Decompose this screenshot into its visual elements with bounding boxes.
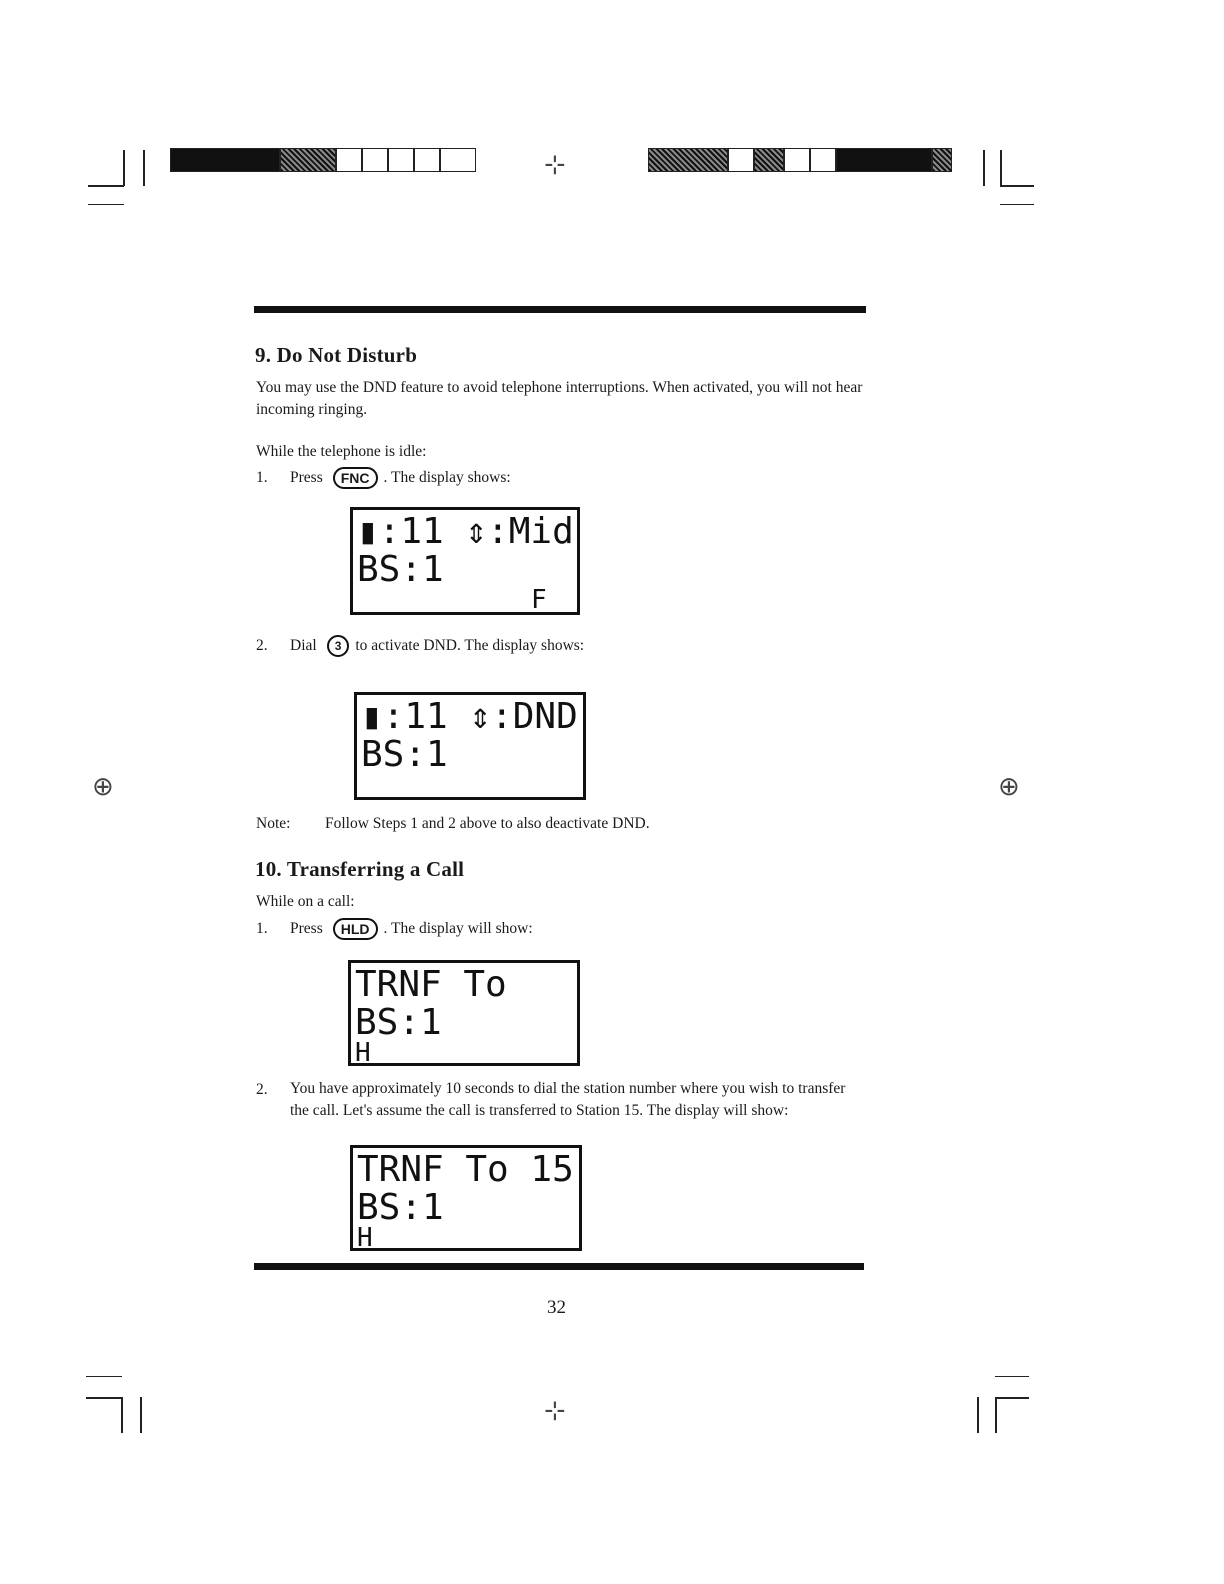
crop-mark xyxy=(123,150,125,186)
lcd-line-2: BS:1 xyxy=(355,1002,442,1043)
crop-mark xyxy=(88,185,124,187)
dnd-step1 xyxy=(290,467,511,489)
dnd-intro: You may use the DND feature to avoid telephone interruptions. When activated, you will not hear incoming ringing. xyxy=(256,379,863,418)
dnd-step1-number: 1. xyxy=(256,469,268,486)
lcd-line-1: ▮:11 ⇕:Mid xyxy=(357,511,574,552)
registration-bar-left xyxy=(170,148,476,174)
lcd-line-2: BS:1 xyxy=(357,1187,444,1228)
bottom-rule xyxy=(254,1263,864,1270)
registration-cross-icon: ⊕ xyxy=(998,772,1020,802)
crop-mark xyxy=(977,1397,979,1433)
dnd-step1-after: . The display shows: xyxy=(383,469,511,486)
lcd-line-3: H xyxy=(355,1038,371,1068)
transfer-step2-number: 2. xyxy=(256,1081,268,1098)
dnd-step2-before: Dial xyxy=(290,637,317,654)
transfer-step1-before: Press xyxy=(290,920,323,937)
section-heading-dnd: 9. Do Not Disturb xyxy=(255,343,418,367)
crop-mark xyxy=(1000,204,1034,205)
registration-cross-icon: ⊕ xyxy=(92,772,114,802)
crop-mark xyxy=(1000,150,1002,186)
dnd-step2-number: 2. xyxy=(256,637,268,654)
dial-3-key-icon: 3 xyxy=(327,635,350,657)
crop-mark xyxy=(983,150,985,186)
crop-mark xyxy=(86,1376,122,1377)
fnc-key-icon: FNC xyxy=(333,467,378,489)
note-text: Follow Steps 1 and 2 above to also deactivate DND. xyxy=(325,815,650,832)
top-rule xyxy=(254,306,866,313)
lcd-display-trnf-15 xyxy=(350,1145,582,1251)
registration-cross-icon: ⊹ xyxy=(544,1396,566,1426)
lcd-line-2: BS:1 xyxy=(357,549,444,590)
dnd-step2 xyxy=(290,635,584,657)
dnd-step1-before: Press xyxy=(290,469,323,486)
lcd-line-1: ▮:11 ⇕:DND xyxy=(361,696,578,737)
registration-bar-right xyxy=(648,148,952,174)
note-label: Note: xyxy=(256,815,291,832)
lcd-display-dnd xyxy=(354,692,586,800)
lcd-line-1: TRNF To 15 xyxy=(357,1149,574,1190)
lcd-line-3: F xyxy=(531,585,547,615)
transfer-condition: While on a call: xyxy=(256,893,355,910)
transfer-step1-after: . The display will show: xyxy=(383,920,533,937)
transfer-step2-text: You have approximately 10 seconds to dial the station number where you wish to transfer the call. Let's assume the call is transferred to Station 15. The display will show: xyxy=(290,1080,846,1119)
transfer-step1-number: 1. xyxy=(256,920,268,937)
crop-mark xyxy=(143,150,145,186)
hld-key-icon: HLD xyxy=(333,918,378,940)
crop-mark xyxy=(995,1397,1029,1399)
crop-mark xyxy=(88,204,124,205)
lcd-display-trnf xyxy=(348,960,580,1066)
crop-mark xyxy=(995,1376,1029,1377)
crop-mark xyxy=(995,1397,997,1433)
transfer-step1 xyxy=(290,918,533,940)
crop-mark xyxy=(121,1397,123,1433)
lcd-line-3: H xyxy=(357,1223,373,1253)
crop-mark xyxy=(1000,185,1034,187)
dnd-condition: While the telephone is idle: xyxy=(256,443,427,460)
section-heading-transfer: 10. Transferring a Call xyxy=(255,857,465,881)
lcd-line-2: BS:1 xyxy=(361,734,448,775)
lcd-display-fnc xyxy=(350,507,580,615)
page-number: 32 xyxy=(547,1297,566,1318)
registration-cross-icon: ⊹ xyxy=(544,150,566,180)
crop-mark xyxy=(140,1397,142,1433)
crop-mark xyxy=(86,1397,122,1399)
lcd-line-1: TRNF To xyxy=(355,964,507,1005)
dnd-step2-after: to activate DND. The display shows: xyxy=(355,637,585,654)
